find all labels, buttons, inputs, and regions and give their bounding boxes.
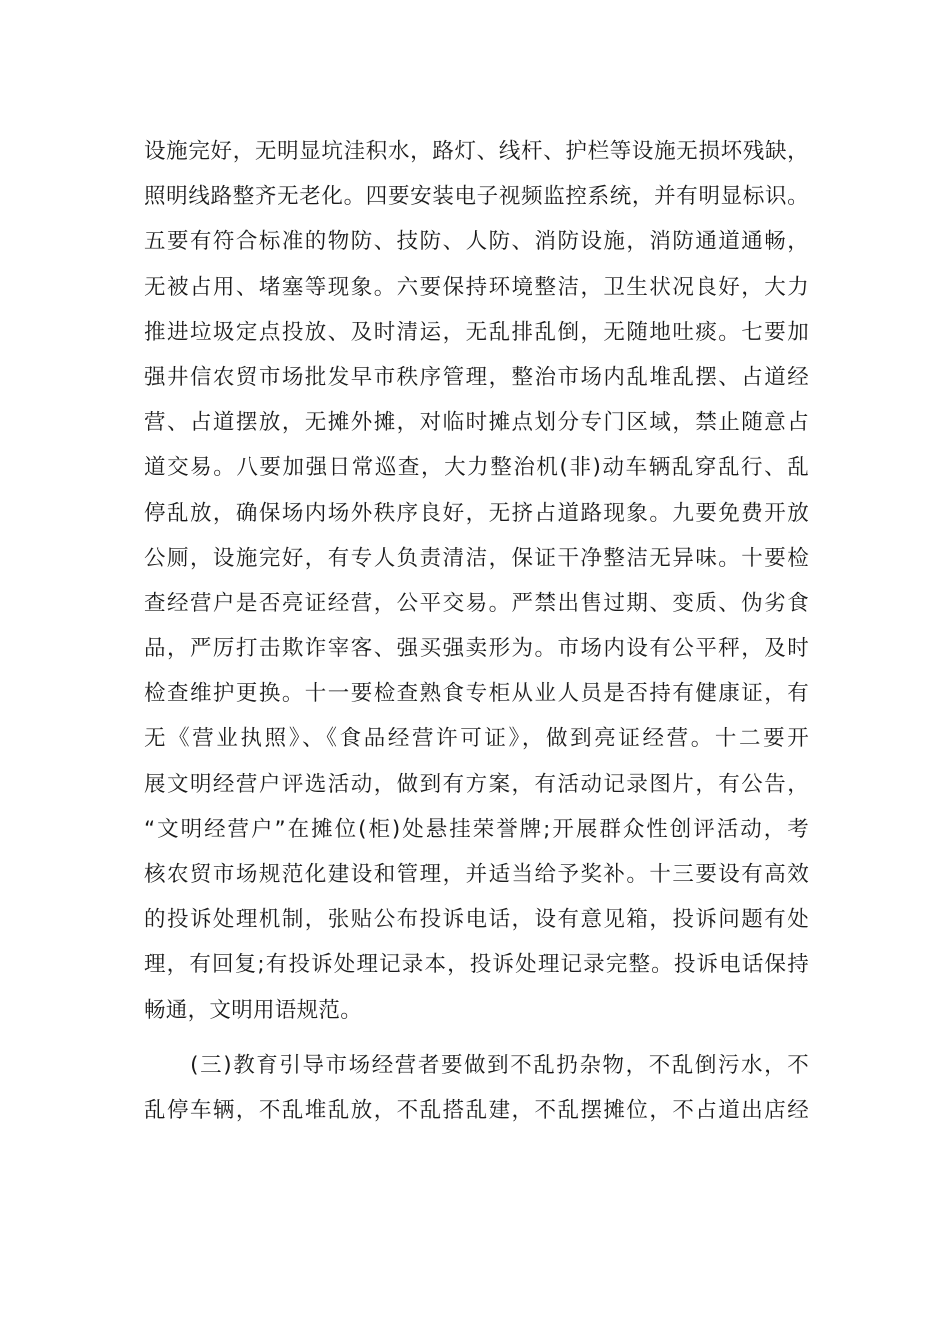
text-line: 查经营户是否亮证经营，公平交易。严禁出售过期、变质、伪劣食	[144, 590, 809, 616]
text-line: 检查维护更换。十一要检查熟食专柜从业人员是否持有健康证，有	[144, 681, 809, 707]
text-line: 理，有回复;有投诉处理记录本，投诉处理记录完整。投诉电话保持	[144, 952, 809, 978]
text-line: 无被占用、堵塞等现象。六要保持环境整洁，卫生状况良好，大力	[144, 274, 809, 300]
paragraph-first-line: (三)教育引导市场经营者要做到不乱扔杂物，不乱倒污水，不	[144, 1052, 809, 1078]
text-line: 照明线路整齐无老化。四要安装电子视频监控系统，并有明显标识。	[144, 184, 809, 210]
text-line: 无《营业执照》、《食品经营许可证》，做到亮证经营。十二要开	[144, 726, 809, 752]
text-line: 乱停车辆，不乱堆乱放，不乱搭乱建，不乱摆摊位，不占道出店经	[144, 1097, 809, 1123]
text-line: 道交易。八要加强日常巡查，大力整治机(非)动车辆乱穿乱行、乱	[144, 455, 809, 481]
text-line: “文明经营户”在摊位(柜)处悬挂荣誉牌;开展群众性创评活动，考	[144, 816, 809, 842]
text-line: 停乱放，确保场内场外秩序良好，无挤占道路现象。九要免费开放	[144, 500, 809, 526]
text-line: 的投诉处理机制，张贴公布投诉电话，设有意见箱，投诉问题有处	[144, 907, 809, 933]
text-line: 品，严厉打击欺诈宰客、强买强卖形为。市场内设有公平秤，及时	[144, 636, 809, 662]
text-line: 推进垃圾定点投放、及时清运，无乱排乱倒，无随地吐痰。七要加	[144, 319, 809, 345]
text-line: 公厕，设施完好，有专人负责清洁，保证干净整洁无异味。十要检	[144, 545, 809, 571]
text-line: 强井信农贸市场批发早市秩序管理，整治市场内乱堆乱摆、占道经	[144, 364, 809, 390]
text-line: 五要有符合标准的物防、技防、人防、消防设施，消防通道通畅，	[144, 229, 809, 255]
text-line: 设施完好，无明显坑洼积水，路灯、线杆、护栏等设施无损坏残缺，	[144, 139, 809, 164]
body-text	[144, 129, 809, 1133]
text-line: 营、占道摆放，无摊外摊，对临时摊点划分专门区域，禁止随意占	[144, 410, 809, 436]
text-line: 展文明经营户评选活动，做到有方案，有活动记录图片，有公告，	[144, 771, 809, 797]
text-line: 核农贸市场规范化建设和管理，并适当给予奖补。十三要设有高效	[144, 862, 809, 887]
text-line: 畅通，文明用语规范。	[144, 997, 363, 1023]
